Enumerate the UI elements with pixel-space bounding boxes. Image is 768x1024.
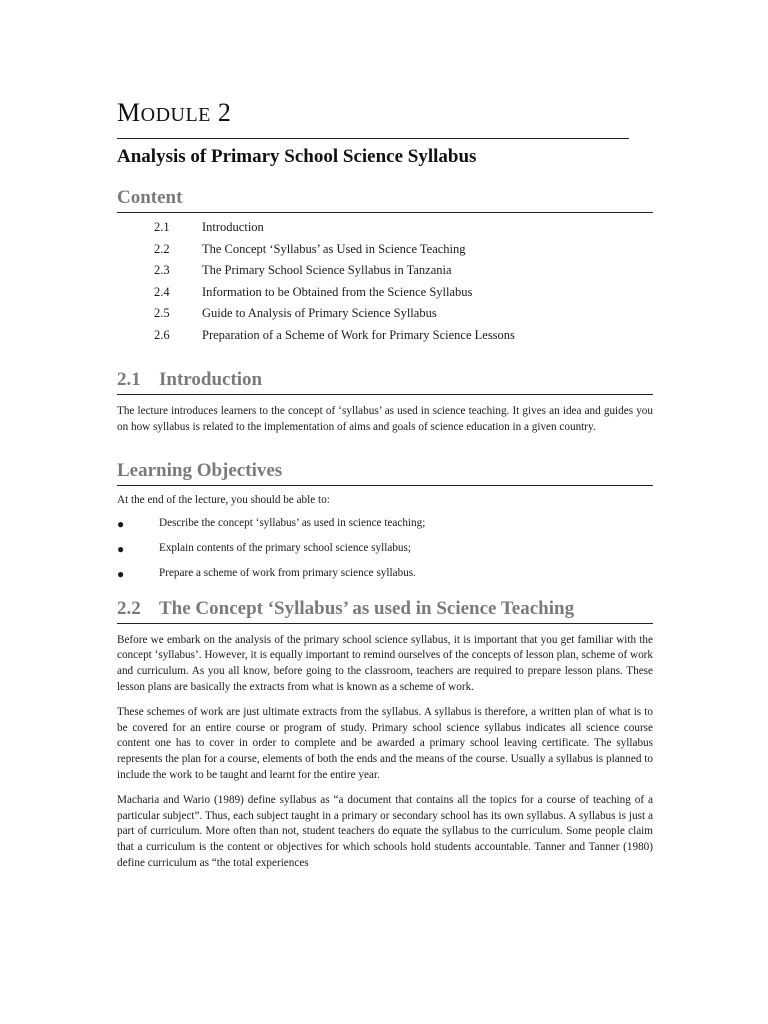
document-page (117, 96, 653, 871)
bullet-icon: ● (117, 541, 125, 556)
toc-item-label: The Primary School Science Syllabus in Tanzania (202, 263, 452, 278)
module-number: 2 (217, 98, 232, 127)
module-subtitle: Analysis of Primary School Science Syllabus (117, 146, 477, 167)
toc-item-number: 2.6 (154, 327, 170, 342)
toc-item-number: 2.5 (154, 306, 170, 321)
module-title (117, 96, 653, 132)
list-item-text: Explain contents of the primary school science syllabus; (159, 541, 411, 554)
toc-item-label: Information to be Obtained from the Science Syllabus (202, 284, 473, 299)
bullet-icon: ● (117, 566, 125, 581)
toc-item (117, 303, 653, 325)
section-number: 2.1 (117, 369, 141, 390)
content-heading-text: Content (117, 187, 183, 208)
toc-item-number: 2.1 (154, 220, 170, 235)
objectives-lead: At the end of the lecture, you should be able to: (117, 494, 330, 507)
toc-item-label: Introduction (202, 220, 264, 235)
toc-item-number: 2.4 (154, 284, 170, 299)
list-item (117, 567, 653, 592)
section-number: 2.2 (117, 597, 141, 619)
toc-item (117, 239, 653, 261)
list-item (117, 517, 653, 542)
content-heading (117, 186, 653, 213)
toc-item (117, 325, 653, 347)
list-item-text: Prepare a scheme of work from primary science syllabus. (159, 566, 416, 579)
introduction-paragraph: The lecture introduces learners to the concept of ‘syllabus’ as used in science teaching. It gives an idea and guides you on how syllabus is related to the implementation of aims and goals of science education in a given country. (117, 405, 653, 433)
section-title: The Concept ‘Syllabus’ as used in Science Teaching (159, 597, 575, 619)
concept-syllabus-heading (117, 597, 653, 624)
introduction-heading (117, 368, 653, 395)
bullet-icon: ● (117, 516, 125, 531)
module-title-initial: M (117, 98, 141, 127)
concept-paragraph-3: Macharia and Wario (1989) define syllabus as “a document that contains all the topics for a course of teaching of a particular subject”. Thus, each subject taught in a primary or secondary school has its own syllabus. A syllabus is just a part of curriculum. More often than not, student teachers do equate the syllabus to the curriculum. Some people claim that a curriculum is the content or objectives for which schools hold students accountable. Tanner and Tanner (1980) define curriculum as “the total experiences (117, 794, 653, 869)
concept-paragraph-2: These schemes of work are just ultimate extracts from the syllabus. A syllabus is therefore, a written plan of what is to be covered for an entire course or program of study. Primary school science syllabus indicates all science course content one has to cover in order to complete and be awarded a primary school leaving certificate. The syllabus represents the plan for a course, elements of both the ends and the means of the course. Usually a syllabus is planned to include the work to be taught and learnt for the entire year. (117, 706, 653, 781)
objectives-list (117, 517, 653, 592)
learning-objectives-heading (117, 459, 653, 486)
section-title: Introduction (159, 369, 263, 390)
section-title: Learning Objectives (117, 460, 283, 482)
toc-item (117, 260, 653, 282)
module-title-rest: ODULE (140, 104, 211, 126)
toc-item-label: Preparation of a Scheme of Work for Primary Science Lessons (202, 327, 515, 342)
toc-item-number: 2.2 (154, 241, 170, 256)
toc-item-label: Guide to Analysis of Primary Science Syllabus (202, 306, 437, 321)
table-of-contents (117, 217, 653, 346)
toc-item (117, 217, 653, 239)
list-item (117, 542, 653, 567)
concept-paragraph-1: Before we embark on the analysis of the primary school science syllabus, it is important that you get familiar with the concept ‘syllabus’. However, it is equally important to remind ourselves of the concepts of lesson plan, scheme of work and curriculum. As you all know, before going to the classroom, teachers are required to prepare lesson plans. These lesson plans are basically the extracts from what is known as a scheme of work. (117, 633, 653, 693)
module-title-rule (117, 138, 629, 139)
list-item-text: Describe the concept ‘syllabus’ as used in science teaching; (159, 516, 426, 529)
toc-item-number: 2.3 (154, 263, 170, 278)
toc-item (117, 282, 653, 304)
toc-item-label: The Concept ‘Syllabus’ as Used in Science Teaching (202, 241, 466, 256)
